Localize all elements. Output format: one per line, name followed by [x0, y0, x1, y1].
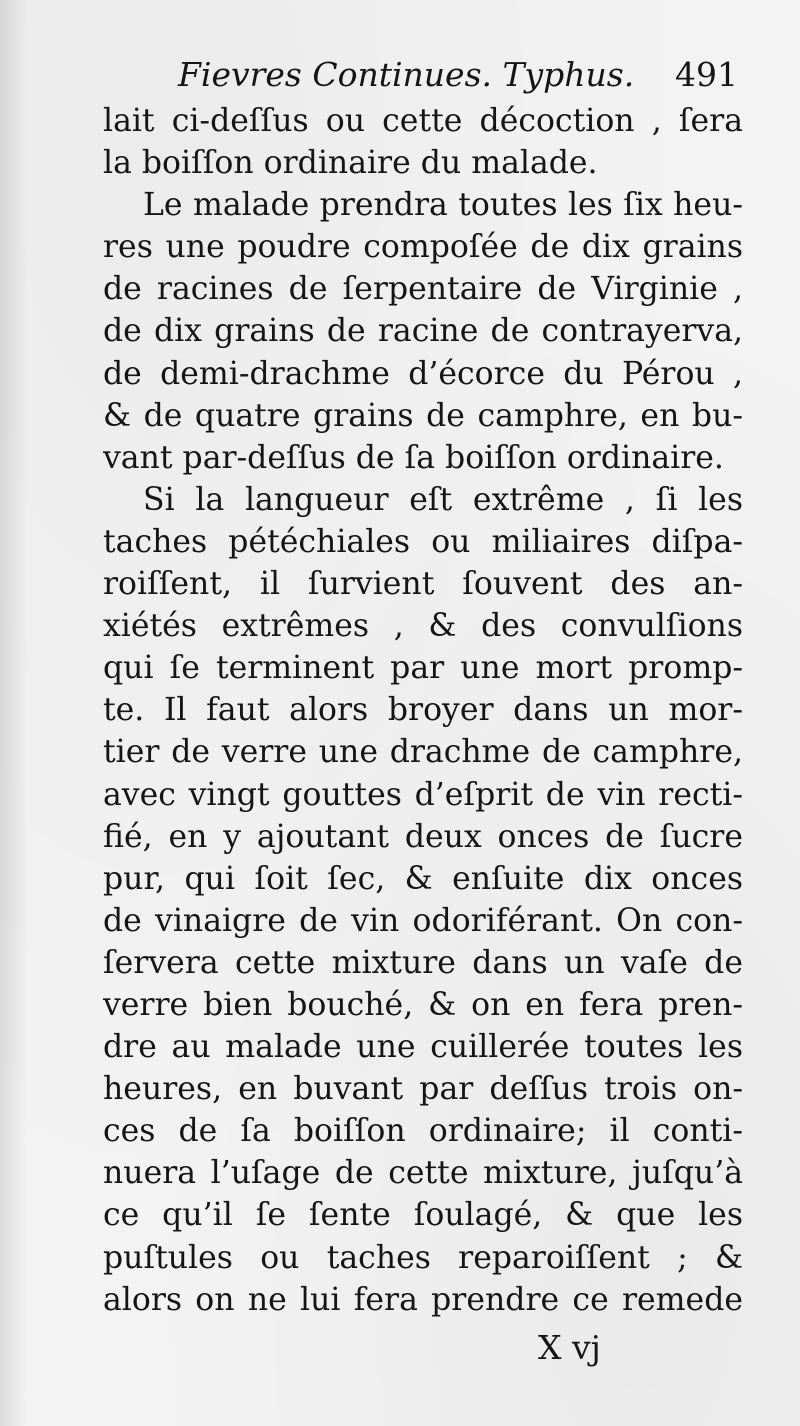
text-line: heures, en buvant par deſſus trois on- — [103, 1071, 743, 1108]
page-header — [178, 50, 738, 100]
text-line: nuera l’uſage de cette mixture, juſqu’à — [103, 1155, 743, 1192]
text-line: ces de ſa boiſſon ordinaire; il conti- — [103, 1113, 743, 1150]
text-line: avec vingt gouttes d’eſprit de vin recti- — [103, 776, 743, 813]
text-line: vant par-deſſus de ſa boiſſon ordinaire. — [103, 439, 724, 476]
text-line: roiſſent, il ſurvient ſouvent des an- — [103, 566, 743, 603]
text-line: puſtules ou taches reparoiſſent ; & — [103, 1239, 743, 1276]
text-line: ce qu’il ſe ſente ſoulagé, & que les — [103, 1197, 743, 1234]
text-line: dre au malade une cuillerée toutes les — [103, 1029, 743, 1066]
page-edge-shadow — [0, 0, 28, 1426]
text-line: la boiſſon ordinaire du malade. — [103, 145, 598, 182]
text-line: res une poudre compoſée de dix grains — [103, 229, 743, 266]
text-line: pur, qui ſoit ſec, & enſuite dix onces — [103, 860, 743, 897]
text-line: taches pétéchiales ou miliaires diſpa- — [103, 523, 743, 560]
text-line: Si la langueur eſt extrême , ſi les — [143, 481, 743, 518]
text-line: te. Il faut alors broyer dans un mor- — [103, 692, 743, 729]
text-line: verre bien bouché, & on en fera pren- — [103, 986, 743, 1023]
text-line: lait ci-deſſus ou cette décoction , ſera — [103, 103, 743, 139]
text-line: fié, en y ajoutant deux onces de ſucre — [103, 818, 743, 855]
text-line: xiétés extrêmes , & des convulſions — [103, 608, 743, 645]
text-line: de demi-drachme d’écorce du Pérou , — [103, 355, 743, 392]
text-line: de vinaigre de vin odoriférant. On con- — [103, 902, 743, 939]
text-line: de racines de ſerpentaire de Virginie , — [103, 271, 743, 308]
text-line: & de quatre grains de camphre, en bu- — [103, 397, 743, 434]
text-line: tier de verre une drachme de camphre, — [103, 734, 743, 771]
text-line: Le malade prendra toutes les ſix heu- — [143, 187, 743, 224]
running-title: Fievres Continues. Typhus. — [178, 55, 635, 94]
signature-catchword: X vj — [538, 1328, 601, 1367]
text-line: alors on ne lui fera prendre ce remede — [103, 1281, 743, 1318]
text-line: qui ſe terminent par une mort promp- — [103, 650, 743, 687]
text-line: ſervera cette mixture dans un vaſe de — [103, 944, 743, 981]
page-number: 491 — [675, 55, 738, 94]
body-text — [103, 100, 743, 1321]
text-line: de dix grains de racine de contrayerva, — [103, 313, 743, 350]
